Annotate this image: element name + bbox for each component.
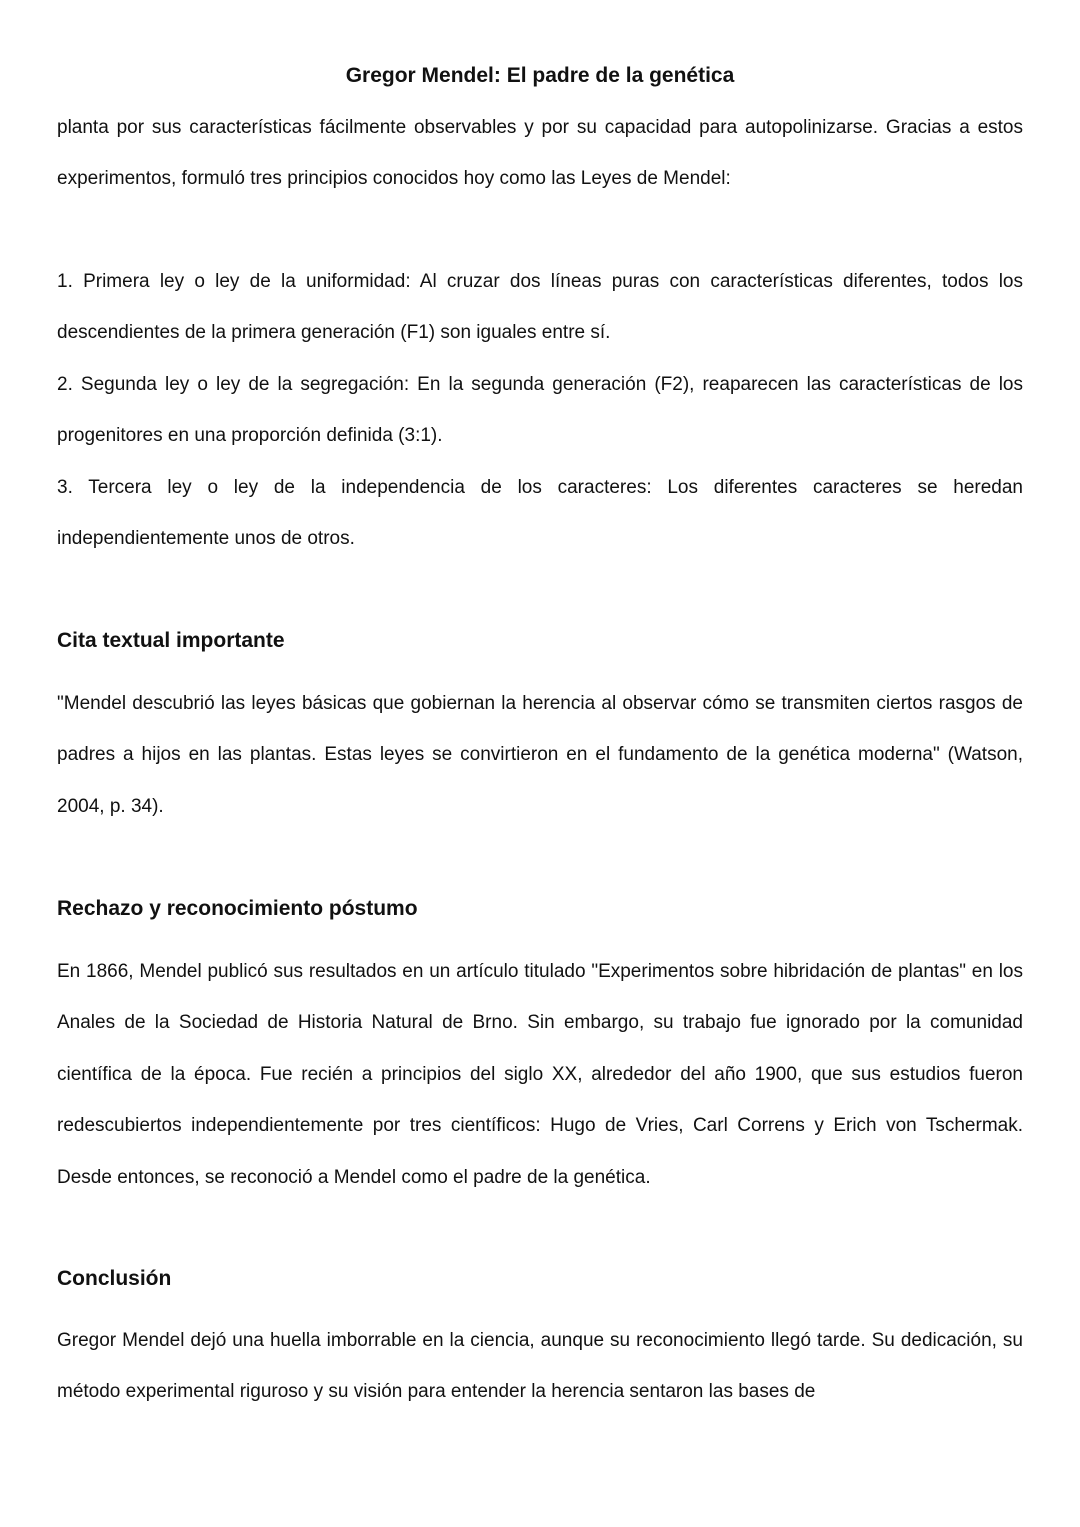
- law-item-3: 3. Tercera ley o ley de la independencia de los caracteres: Los diferentes caracteres se heredan independientemente unos de otros.: [57, 476, 1023, 550]
- law-item-2: 2. Segunda ley o ley de la segregación: En la segunda generación (F2), reaparecen las características de los progenitores en una proporción definida (3:1).: [57, 373, 1023, 447]
- intro-paragraph: planta por sus características fácilmente observables y por su capacidad para autopolinizarse. Gracias a estos experimentos, formuló tres principios conocidos hoy como las Leyes de Mendel:: [57, 117, 1023, 190]
- quote-paragraph: "Mendel descubrió las leyes básicas que gobiernan la herencia al observar cómo se transmiten ciertos rasgos de padres a hijos en las plantas. Estas leyes se convirtieron en el fundamento de la genética moderna" (Watson, 2004, p. 34).: [57, 693, 1023, 817]
- quote-heading: Cita textual importante: [57, 629, 285, 652]
- law-item-1: 1. Primera ley o ley de la uniformidad: Al cruzar dos líneas puras con características diferentes, todos los descendientes de la primera generación (F1) son iguales entre sí.: [57, 271, 1023, 344]
- conclusion-paragraph: Gregor Mendel dejó una huella imborrable en la ciencia, aunque su reconocimiento llegó tarde. Su dedicación, su método experimental riguroso y su visión para entender la herencia sentaron las bases de: [57, 1330, 1023, 1403]
- rejection-heading: Rechazo y reconocimiento póstumo: [57, 897, 418, 920]
- mendel-laws-list: [57, 256, 1023, 564]
- rejection-paragraph: En 1866, Mendel publicó sus resultados en un artículo titulado "Experimentos sobre hibridación de plantas" en los Anales de la Sociedad de Historia Natural de Brno. Sin embargo, su trabajo fue ignorado por la comunidad científica de la época. Fue recién a principios del siglo XX, alrededor del año 1900, que sus estudios fueron redescubiertos independientemente por tres científicos: Hugo de Vries, Carl Correns y Erich von Tschermak. Desde entonces, se reconoció a Mendel como el padre de la genética.: [57, 961, 1023, 1188]
- conclusion-heading: Conclusión: [57, 1267, 172, 1290]
- document-title: Gregor Mendel: El padre de la genética: [345, 64, 735, 87]
